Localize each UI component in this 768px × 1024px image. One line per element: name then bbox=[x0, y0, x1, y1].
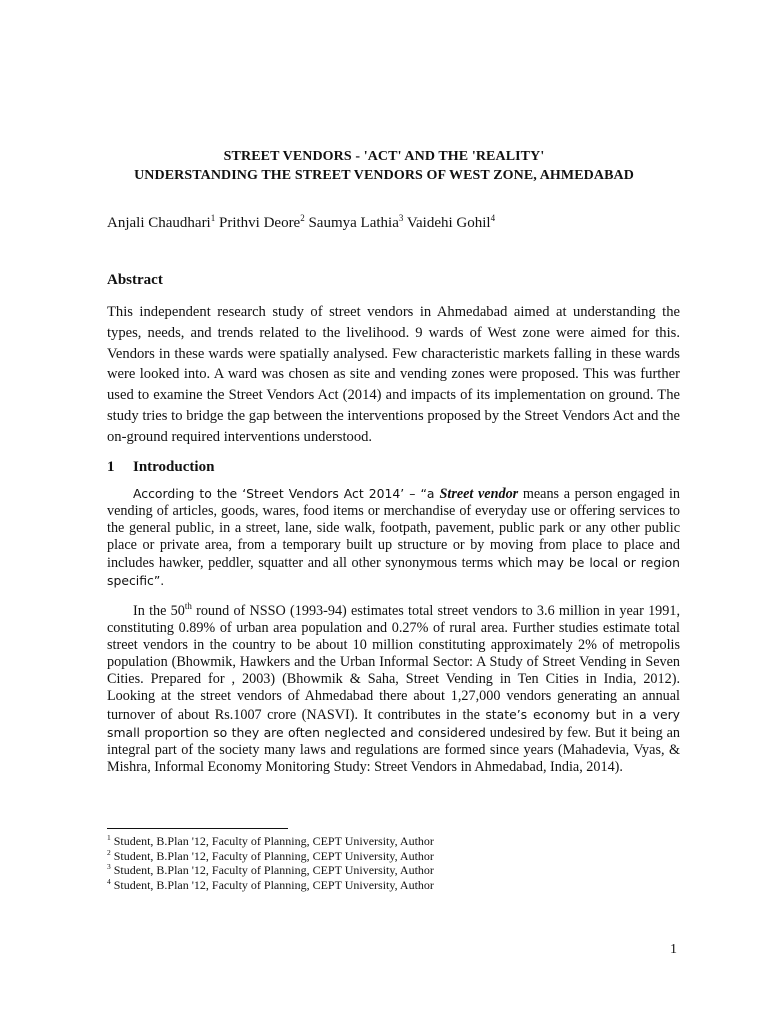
author-footnote-marker: 4 bbox=[490, 213, 496, 223]
intro-p2-a: In the 50 bbox=[133, 603, 185, 619]
footnote-number: 1 bbox=[107, 833, 111, 842]
page-number: 1 bbox=[670, 942, 677, 957]
footnote-number: 2 bbox=[107, 847, 111, 857]
intro-p2-b: round of NSSO (1993-94) estimates total street vendors to 3.6 million in year 1991, constituting 0.89% of urban area population and 0.27% of rural area. Further studies estimate total street vendors in the country to be about 10 million constituting approximately 2% of metropolis population (Bhowmik, Hawkers and the Urban Informal Sector: A Study of Street Vending in Seven Cities. Prepared for , 2003) (Bhowmik & Saha, Street Vending in Ten Cities in India, 2012). Looking at the street vendors of Ahmedabad there about 1,27,000 vendors generating an annual turnover of about Rs.1007 crore (NASVI). It contributes in the bbox=[107, 603, 680, 723]
footnote-item bbox=[107, 834, 434, 849]
author-footnote-marker: 3 bbox=[398, 213, 404, 223]
footnote-item bbox=[107, 849, 434, 864]
section-heading bbox=[107, 459, 214, 476]
title-line-1: STREET VENDORS - 'ACT' AND THE 'REALITY' bbox=[223, 149, 545, 164]
street-vendor-term: Street vendor bbox=[439, 486, 519, 502]
author-list bbox=[107, 215, 495, 232]
footnote-number: 3 bbox=[107, 862, 111, 871]
author-name: Saumya Lathia bbox=[308, 215, 399, 231]
section-title: Introduction bbox=[133, 459, 215, 475]
author-footnote-marker: 1 bbox=[210, 213, 216, 223]
intro-paragraph-2 bbox=[107, 603, 680, 776]
author-name: Prithvi Deore bbox=[218, 215, 301, 231]
footnote-text: Student, B.Plan '12, Faculty of Planning, CEPT University, Author bbox=[113, 863, 434, 877]
abstract-text: This independent research study of street vendors in Ahmedabad aimed at understanding the types, needs, and trends related to the livelihood. 9 wards of West zone were aimed for this. Vendors in these wards were spatially analysed. Few characteristic markets falling in these wards were looked into. A ward was chosen as site and vending zones were proposed. This was further used to examine the Street Vendors Act (2014) and impacts of its implementation on ground. The study tries to bridge the gap between the interventions proposed by the Street Vendors Act and the on-ground required interventions understood. bbox=[107, 304, 680, 445]
intro-p2-sans: state’s economy but in a very small proportion so they are often neglected and considered bbox=[107, 706, 680, 740]
abstract-heading: Abstract bbox=[107, 272, 163, 288]
footnote-separator bbox=[107, 828, 288, 829]
intro-p2-c: undesired by few. But it being an integral part of the society many laws and regulations are formed since years (Mahadevia, Vyas, & Mishra, Informal Economy Monitoring Study: Street Vendors in Ahmedabad, India, 2014). bbox=[107, 724, 680, 775]
ordinal-superscript: th bbox=[184, 601, 192, 611]
section-number: 1 bbox=[107, 459, 115, 475]
author-footnote-marker: 2 bbox=[300, 213, 305, 223]
footnote-item bbox=[107, 863, 434, 878]
footnote-text: Student, B.Plan '12, Faculty of Planning, CEPT University, Author bbox=[113, 834, 434, 848]
author-name: Anjali Chaudhari bbox=[107, 215, 211, 231]
footnote-text: Student, B.Plan '12, Faculty of Planning, CEPT University, Author bbox=[113, 877, 434, 892]
intro-paragraph-1 bbox=[107, 485, 680, 591]
title-line-2: UNDERSTANDING THE STREET VENDORS OF WEST ZONE, AHMEDABAD bbox=[134, 168, 634, 183]
author-name: Vaidehi Gohil bbox=[406, 215, 491, 231]
intro-p1-tail: may be local or region specific”. bbox=[107, 555, 680, 589]
intro-p1-lead: According to the ‘Street Vendors Act 2014’ – “a bbox=[133, 486, 440, 501]
footnote-text: Student, B.Plan '12, Faculty of Planning, CEPT University, Author bbox=[113, 848, 434, 863]
intro-p1-body: means a person engaged in vending of articles, goods, wares, food items or merchandise of everyday use or offering services to the general public, in a street, lane, side walk, footpath, pavement, public park or any other public place or private area, from a temporary built up structure or by moving from place to place and includes hawker, peddler, squatter and all other synonymous terms which bbox=[107, 486, 680, 572]
footnotes bbox=[107, 834, 434, 892]
footnote-number: 4 bbox=[107, 876, 111, 886]
footnote-item bbox=[107, 878, 434, 893]
